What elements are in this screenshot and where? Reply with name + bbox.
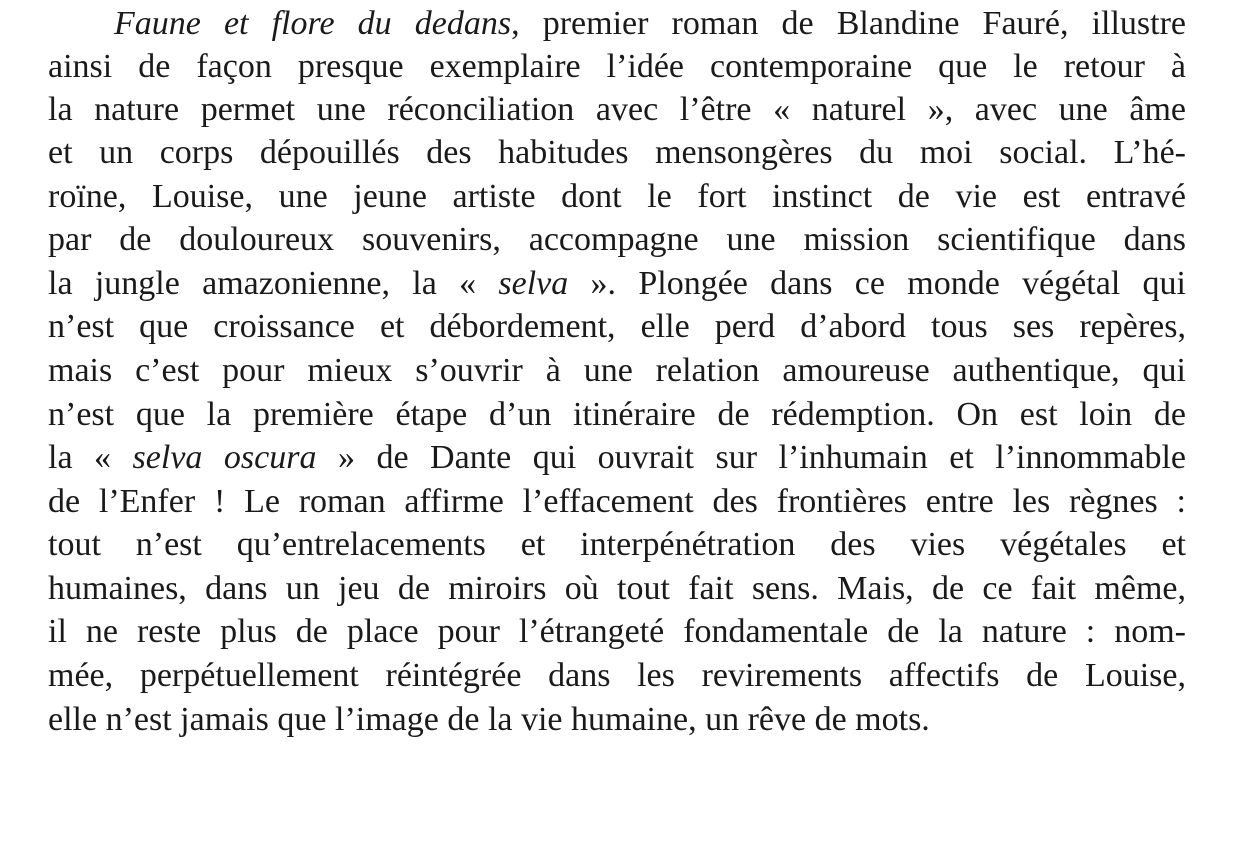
text-segment: n’est que la première étape d’un itinéraire de rédemption. On est loin de bbox=[48, 396, 1186, 433]
paragraph-line-17 bbox=[48, 698, 1186, 742]
paragraph-line-2 bbox=[48, 45, 1186, 89]
paragraph-line-6 bbox=[48, 218, 1186, 262]
paragraph-line-16 bbox=[48, 654, 1186, 698]
text-segment: ». Plongée dans ce monde végétal qui bbox=[568, 265, 1186, 302]
paragraph-line-4 bbox=[48, 131, 1186, 175]
text-segment: ainsi de façon presque exemplaire l’idée contemporaine que le retour à bbox=[48, 48, 1186, 85]
text-segment: , premier roman de Blandine Fauré, illustre bbox=[511, 5, 1187, 42]
italic-text: Faune et flore du dedans bbox=[114, 5, 512, 42]
text-segment: n’est que croissance et débordement, elle perd d’abord tous ses repères, bbox=[48, 308, 1186, 345]
paragraph-line-10 bbox=[48, 393, 1186, 437]
text-segment: de l’Enfer ! Le roman affirme l’effacement des frontières entre les règnes : bbox=[48, 483, 1186, 520]
text-segment: la nature permet une réconciliation avec l’être « naturel », avec une âme bbox=[48, 91, 1186, 128]
text-segment: la jungle amazonienne, la « bbox=[48, 265, 499, 302]
paragraph-line-3 bbox=[48, 88, 1186, 132]
text-segment: la « bbox=[48, 439, 133, 476]
text-segment: » de Dante qui ouvrait sur l’inhumain et l’innommable bbox=[316, 439, 1186, 476]
text-segment: tout n’est qu’entrelacements et interpénétration des vies végétales et bbox=[48, 526, 1186, 563]
text-segment: mais c’est pour mieux s’ouvrir à une relation amoureuse authentique, qui bbox=[48, 352, 1186, 389]
paragraph-line-8 bbox=[48, 305, 1186, 349]
paragraph-line-5 bbox=[48, 175, 1186, 219]
paragraph-line-11 bbox=[48, 436, 1186, 480]
paragraph-line-7 bbox=[48, 262, 1186, 306]
text-segment: mée, perpétuellement réintégrée dans les revirements affectifs de Louise, bbox=[48, 657, 1186, 694]
paragraph-line-9 bbox=[48, 349, 1186, 393]
text-segment: il ne reste plus de place pour l’étrangeté fondamentale de la nature : nom- bbox=[48, 613, 1186, 650]
italic-text: selva bbox=[498, 265, 569, 302]
text-segment: humaines, dans un jeu de miroirs où tout fait sens. Mais, de ce fait même, bbox=[48, 570, 1186, 607]
paragraph-line-12 bbox=[48, 480, 1186, 524]
text-segment: elle n’est jamais que l’image de la vie humaine, un rêve de mots. bbox=[48, 701, 930, 738]
text-segment: par de douloureux souvenirs, accompagne une mission scientifique dans bbox=[48, 221, 1186, 258]
paragraph-line-15 bbox=[48, 610, 1186, 654]
text-segment: et un corps dépouillés des habitudes mensongères du moi social. L’hé- bbox=[48, 134, 1186, 171]
paragraph-line-1 bbox=[48, 2, 1186, 46]
text-segment: roïne, Louise, une jeune artiste dont le fort instinct de vie est entravé bbox=[48, 178, 1186, 215]
document-page bbox=[48, 0, 1186, 866]
italic-text: selva oscura bbox=[132, 439, 317, 476]
paragraph-line-13 bbox=[48, 523, 1186, 567]
paragraph-line-14 bbox=[48, 567, 1186, 611]
